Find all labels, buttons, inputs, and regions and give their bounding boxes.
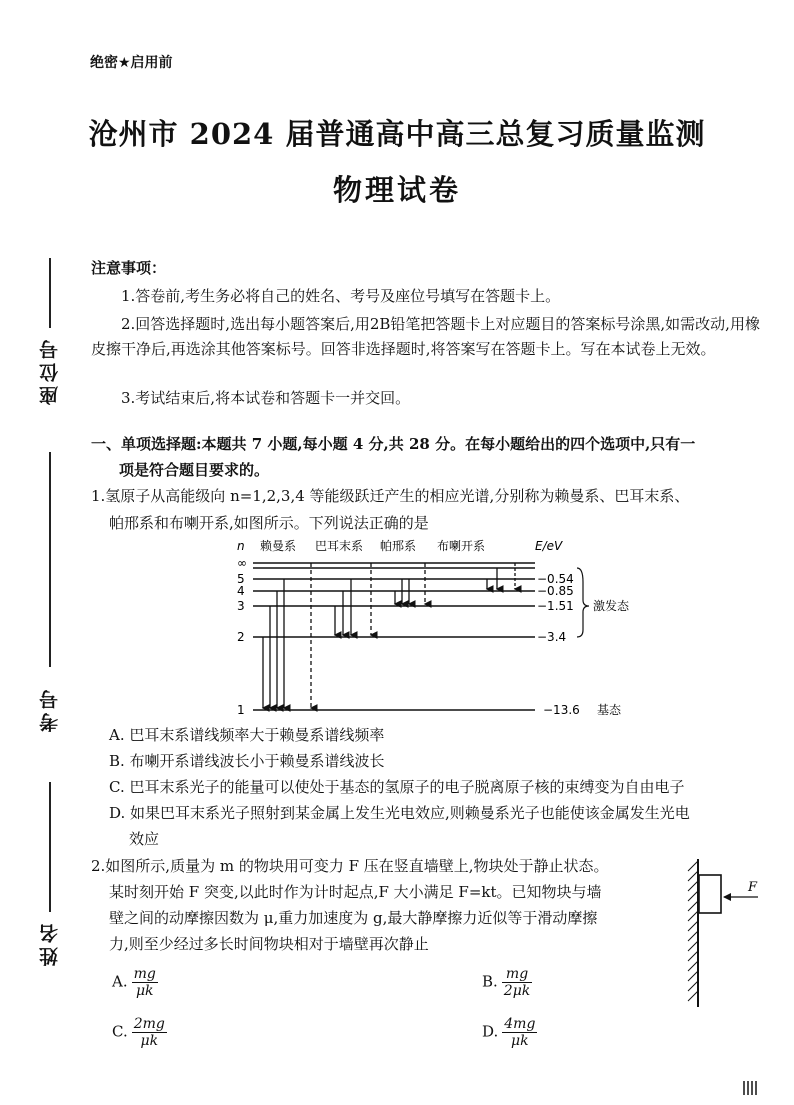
ground-state-label: 基态 [597,703,622,717]
section-heading-line2: 项是符合题目要求的。 [119,461,270,479]
choice-b-num: mg [502,966,533,983]
confidential-mark: 绝密★启用前 [90,55,173,71]
note-item-3: 3.考试结束后,将本试卷和答题卡一并交回。 [121,389,411,407]
energy-4: −0.85 [537,584,574,598]
q1-option-d-cont: 效应 [129,830,160,848]
choice-a-label: A. [112,972,128,991]
name-label: 姓名 [39,920,61,966]
choice-d-num: 4mg [504,1016,536,1032]
block [699,875,721,913]
energy-2: −3.4 [537,630,567,644]
level-3: 3 [237,599,245,613]
q2-stem-line1: 2.如图所示,质量为 m 的物块用可变力 F 压在竖直墙壁上,物块处于静止状态。 [91,857,609,875]
choice-a-den: μk [135,983,154,999]
q1-stem-line2: 帕邢系和布喇开系,如图所示。下列说法正确的是 [109,514,429,532]
choice-c-den: μk [140,1033,159,1049]
name-fill-line [49,782,51,912]
choice-d-den: μk [511,1033,529,1049]
level-1: 1 [237,703,245,717]
lyman-label: 赖曼系 [260,539,297,553]
level-5: 5 [237,572,245,586]
energy-1: −13.6 [543,703,580,717]
paschen-label: 帕邢系 [380,539,417,553]
q1-option-c: C. 巴耳末系光子的能量可以使处于基态的氢原子的电子脱离原子核的束缚变为自由电子 [109,778,685,796]
q2-stem-line2: 某时刻开始 F 突变,以此时作为计时起点,F 大小满足 F=kt。已知物块与墙 [109,883,602,901]
level-2: 2 [237,630,245,644]
choice-b-fraction [502,966,533,999]
level-inf: ∞ [237,556,247,570]
choice-a-fraction [132,966,158,999]
section-heading-line1: 一、单项选择题:本题共 7 小题,每小题 4 分,共 28 分。在每小题给出的四个选项中,只有一 [91,435,696,453]
notes-title: 注意事项： [91,259,167,277]
seat-label: 座位号 [39,336,61,405]
force-label: F [748,880,758,895]
q2-stem-line3: 壁之间的动摩擦因数为 μ,重力加速度为 g,最大静摩擦力近似等于滑动摩擦 [109,909,598,927]
choice-d-fraction [502,1016,537,1049]
brackett-label: 布喇开系 [437,539,486,553]
q2-choice-c [112,1016,167,1049]
wall-block-figure [680,855,780,1015]
choice-d-label: D. [482,1022,499,1041]
q2-choice-b [482,966,532,999]
energy-level-diagram [225,532,655,722]
q1-option-a: A. 巴耳末系谱线频率大于赖曼系谱线频率 [109,726,385,744]
energy-3: −1.51 [537,599,574,613]
choice-c-fraction [132,1016,167,1049]
exam-title: 沧州市 2024 届普通高中高三总复习质量监测 [88,117,706,151]
exam-subject: 物理试卷 [332,173,461,207]
seat-fill-line [49,258,51,328]
choice-b-label: B. [482,972,498,991]
q1-option-d: D. 如果巴耳末系光子照射到某金属上发生光电效应,则赖曼系光子也能使该金属发生光电 [109,804,690,822]
section-heading [91,434,763,480]
choice-c-num: 2mg [133,1016,165,1032]
choice-c-label: C. [112,1022,128,1041]
energy-5: −0.54 [537,572,574,586]
exam-no-fill-line [49,452,51,667]
balmer-label: 巴耳末系 [315,539,364,553]
qr-code-icon [743,1081,757,1095]
note-item-2: 2.回答选择题时,选出每小题答案后,用2B铅笔把答题卡上对应题目的答案标号涂黑,如需改动,用橡皮擦干净后,再选涂其他答案标号。回答非选择题时,将答案写在答题卡上。写在本试卷上无效。 [91,315,760,358]
q1-option-b: B. 布喇开系谱线波长小于赖曼系谱线波长 [109,752,385,770]
e-header: E/eV [535,539,563,553]
exam-no-label: 考号 [39,686,61,732]
choice-b-den: 2μk [503,983,531,999]
q2-choice-a [112,966,158,999]
excited-state-label: 激发态 [593,599,630,613]
note-item-1: 1.答卷前,考生务必将自己的姓名、考号及座位号填写在答题卡上。 [121,287,561,305]
level-4: 4 [237,584,245,598]
q1-stem-line1: 1.氢原子从高能级向 n=1,2,3,4 等能级跃迁产生的相应光谱,分别称为赖曼系、巴耳末系、 [91,487,690,505]
n-header: n [237,539,245,553]
q2-stem-line4: 力,则至少经过多长时间物块相对于墙壁再次静止 [109,935,429,953]
choice-a-num: mg [133,966,156,982]
q2-choice-d [482,1016,537,1049]
